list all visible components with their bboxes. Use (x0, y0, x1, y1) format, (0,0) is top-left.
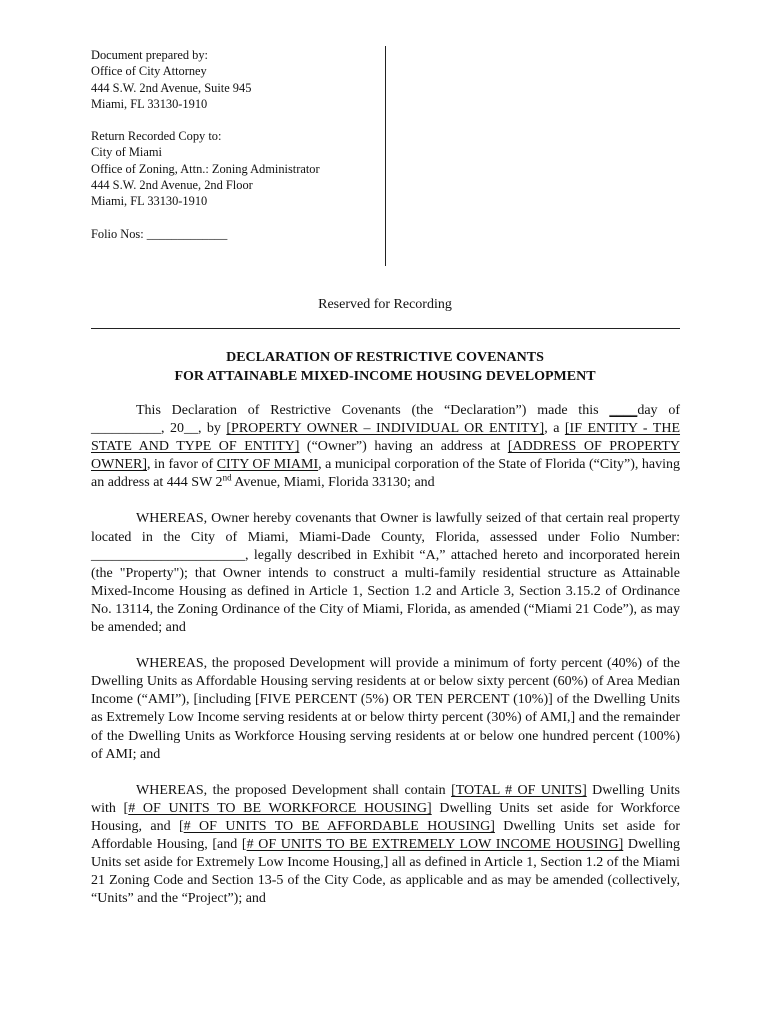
title-line-1: DECLARATION OF RESTRICTIVE COVENANTS (226, 350, 544, 365)
prepared-by-line: Office of City Attorney (91, 64, 207, 79)
total-units-placeholder: [TOTAL # OF UNITS] (451, 782, 587, 798)
text: Dwelling Units set aside for Extremely Low Income Housing,] all as defined in Article 1, Section 1.2 of the Miami 21 Zoning Code and Section 13-5 of the City Code, as applicable and as may be amended (collectively, “Units” and the “Project”); and (91, 836, 680, 907)
text: , a (544, 421, 565, 437)
preparer-block (91, 47, 320, 242)
reserved-for-recording: Reserved for Recording (318, 297, 452, 312)
city-name: CITY OF MIAMI (216, 457, 319, 473)
text: This Declaration of Restrictive Covenants (the “Declaration”) made this (136, 403, 610, 418)
horizontal-rule (91, 328, 680, 329)
title-line-2: FOR ATTAINABLE MIXED-INCOME HOUSING DEVELOPMENT (174, 369, 596, 384)
day-blank: ____ (609, 403, 638, 418)
workforce-units-placeholder: # OF UNITS TO BE WORKFORCE HOUSING] (128, 800, 432, 816)
prepared-by-line: Miami, FL 33130-1910 (91, 96, 208, 111)
return-line: 444 S.W. 2nd Avenue, 2nd Floor (91, 178, 253, 193)
whereas-paragraph-1: WHEREAS, Owner hereby covenants that Owner is lawfully seized of that certain real property located in the City of Miami, Miami-Dade County, Florida, assessed under Folio Number: ______________________, legally described in Exhibit “A,” attached hereto and incorporated herein (the "Property"); that Owner intends to construct a multi-family residential structure as Attainable Mixed-Income Housing as defined in Article 1, Section 1.2 and Article 3, Section 3.15.2 of Ordinance No. 13114, the Zoning Ordinance of the City of Miami, Florida, as amended (“Miami 21 Code”), as may be amended; and (91, 511, 680, 636)
intro-paragraph (91, 402, 680, 492)
ordinal-suffix: nd (222, 472, 232, 483)
text: Dwelling Units set aside for Workforce Housing, and [ (91, 800, 680, 834)
return-line: City of Miami (91, 145, 162, 160)
text: Dwelling Units set aside for Affordable Housing, [and [ (91, 818, 680, 852)
vertical-divider (385, 46, 386, 266)
document-title (0, 348, 770, 386)
declaration-body (91, 402, 680, 908)
prepared-by-label: Document prepared by: (91, 48, 208, 62)
return-label: Return Recorded Copy to: (91, 129, 222, 144)
folio-numbers: Folio Nos: _____________ (91, 226, 228, 241)
text: WHEREAS, the proposed Development shall contain (136, 782, 452, 798)
affordable-units-placeholder: # OF UNITS TO BE AFFORDABLE HOUSING] (183, 818, 495, 834)
return-line: Office of Zoning, Attn.: Zoning Administrator (91, 161, 320, 176)
text: , a municipal corporation of the State of Florida (“City”), having an address at 444 SW 2 (91, 457, 680, 491)
whereas-paragraph-2: WHEREAS, the proposed Development will provide a minimum of forty percent (40%) of the Dwelling Units as Affordable Housing serving residents at or below sixty percent (60%) of Area Median Income (“AMI”), [including [FIVE PERCENT (5%) OR TEN PERCENT (10%)] of the Dwelling Units as Extremely Low Income serving residents at or below thirty percent (30%) of AMI,] and the remainder of the Dwelling Units as Workforce Housing serving residents at or below one hundred percent (100%) of AMI; and (91, 656, 680, 762)
text: day of __________, 20__, by (91, 403, 680, 437)
text: Avenue, Miami, Florida 33130; and (231, 475, 435, 491)
prepared-by-line: 444 S.W. 2nd Avenue, Suite 945 (91, 80, 252, 95)
owner-placeholder: [PROPERTY OWNER – INDIVIDUAL OR ENTITY] (226, 421, 545, 437)
text: , in favor of (147, 457, 217, 473)
return-line: Miami, FL 33130-1910 (91, 194, 208, 209)
text: (“Owner”) having an address at (299, 439, 508, 455)
address-placeholder: [ADDRESS OF PROPERTY OWNER] (91, 439, 680, 473)
text: Dwelling Units with [ (91, 782, 680, 816)
whereas-paragraph-3 (91, 782, 680, 909)
eli-units-placeholder: # OF UNITS TO BE EXTREMELY LOW INCOME HOUSING] (246, 836, 624, 852)
entity-placeholder: [IF ENTITY - THE STATE AND TYPE OF ENTITY] (91, 421, 681, 455)
